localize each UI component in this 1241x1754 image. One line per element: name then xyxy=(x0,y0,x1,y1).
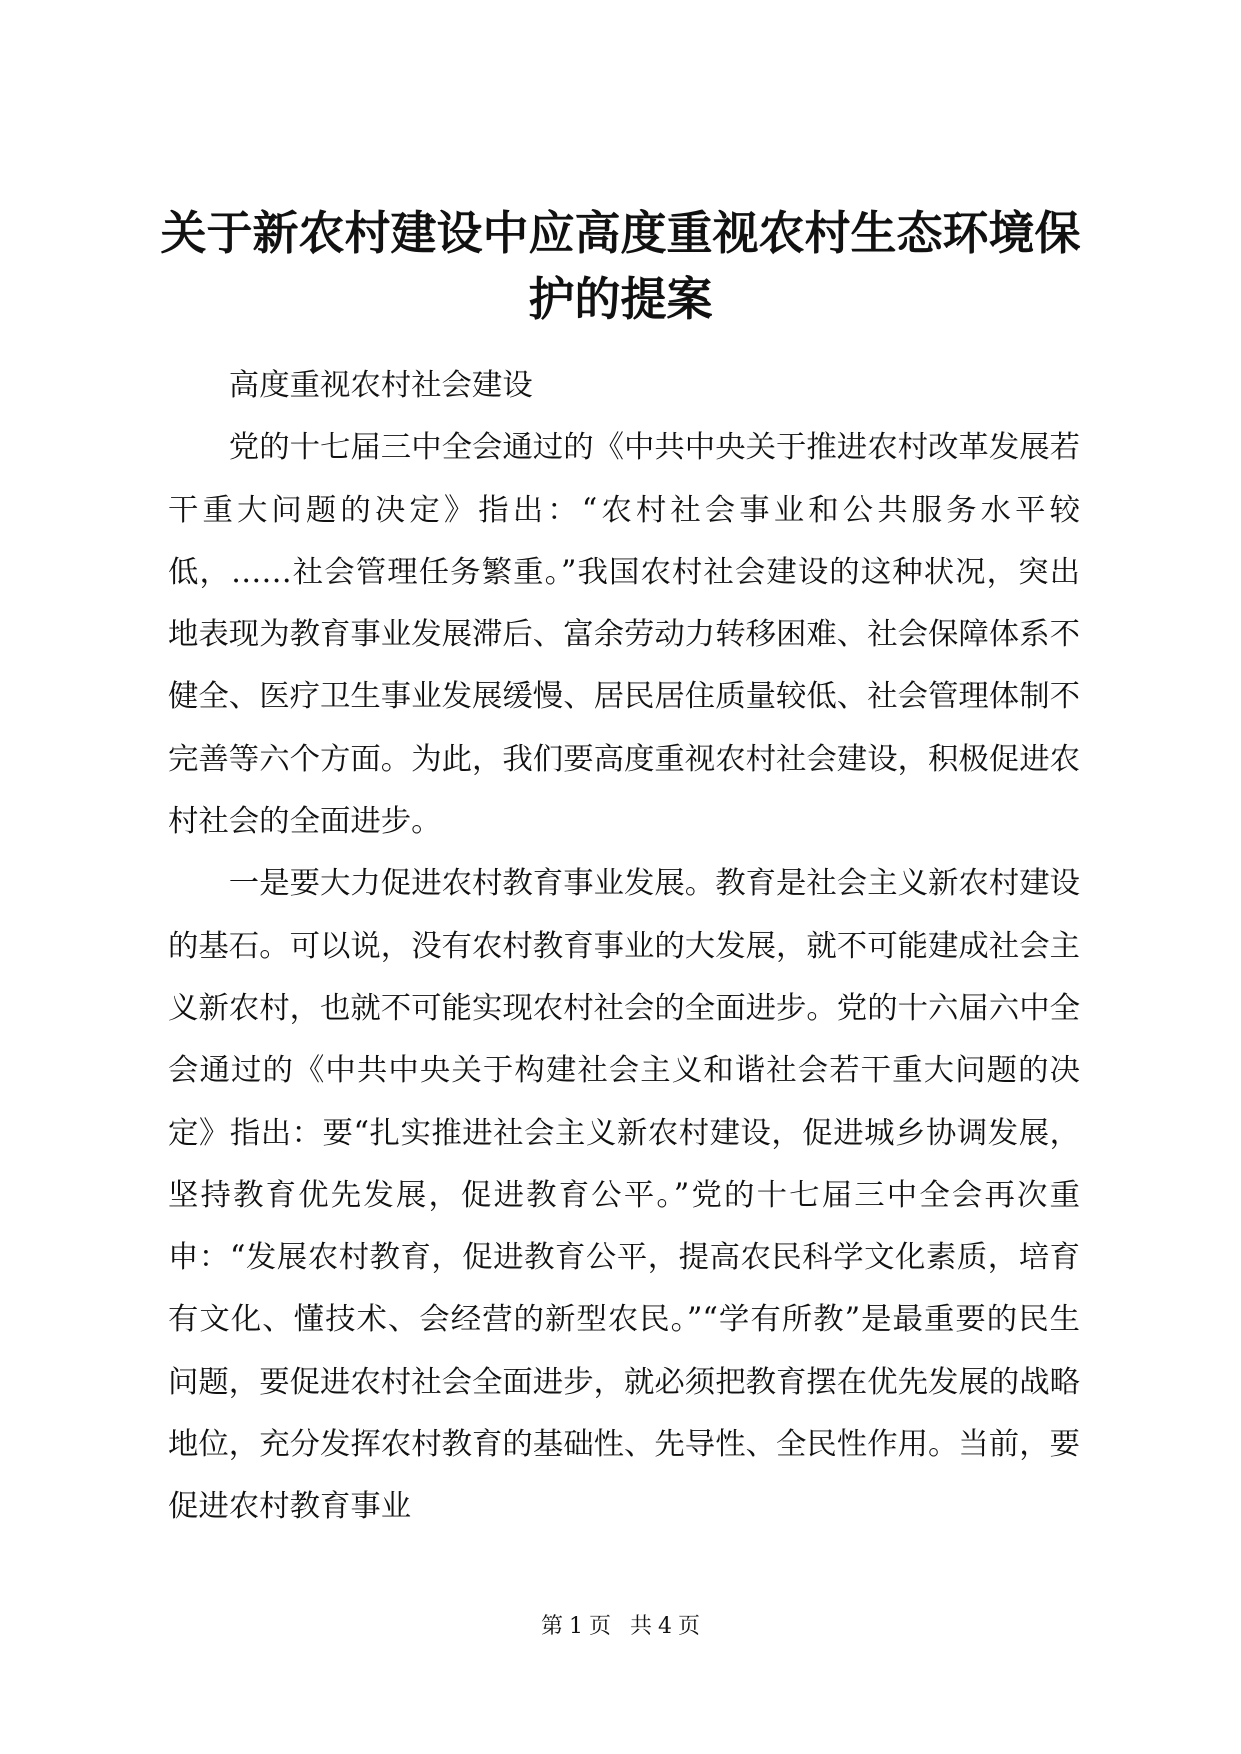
document-body xyxy=(168,355,1080,1539)
total-pages: 4 xyxy=(658,1614,673,1639)
paragraph: 一是要大力促进农村教育事业发展。教育是社会主义新农村建设的基石。可以说，没有农村教育事业的大发展，就不可能建成社会主义新农村，也就不可能实现农村社会的全面进步。党的十六届六中全会通过的《中共中央关于构建社会主义和谐社会若干重大问题的决定》指出：要“扎实推进社会主义新农村建设，促进城乡协调发展，坚持教育优先发展，促进教育公平。”党的十七届三中全会再次重申：“发展农村教育，促进教育公平，提高农民科学文化素质，培育有文化、懂技术、会经营的新型农民。”“学有所教”是最重要的民生问题，要促进农村社会全面进步，就必须把教育摆在优先发展的战略地位，充分发挥农村教育的基础性、先导性、全民性作用。当前，要促进农村教育事业 xyxy=(168,866,1080,1525)
page-footer xyxy=(0,1612,1241,1642)
page-number: 1 xyxy=(568,1614,583,1639)
paragraph: 党的十七届三中全会通过的《中共中央关于推进农村改革发展若干重大问题的决定》指出：“农村社会事业和公共服务水平较低，……社会管理任务繁重。”我国农村社会建设的这种状况，突出地表现为教育事业发展滞后、富余劳动力转移困难、社会保障体系不健全、医疗卫生事业发展缓慢、居民居住质量较低、社会管理体制不完善等六个方面。为此，我们要高度重视农村社会建设，积极促进农村社会的全面进步。 xyxy=(168,430,1080,840)
page-indicator: 第 1 页 xyxy=(540,1614,611,1639)
section-heading: 高度重视农村社会建设 xyxy=(228,368,533,403)
total-pages-indicator: 共 4 页 xyxy=(630,1614,701,1639)
document-title xyxy=(160,200,1081,332)
title-line-2: 护的提案 xyxy=(528,272,713,326)
title-line-1: 关于新农村建设中应高度重视农村生态环境保 xyxy=(160,206,1081,260)
